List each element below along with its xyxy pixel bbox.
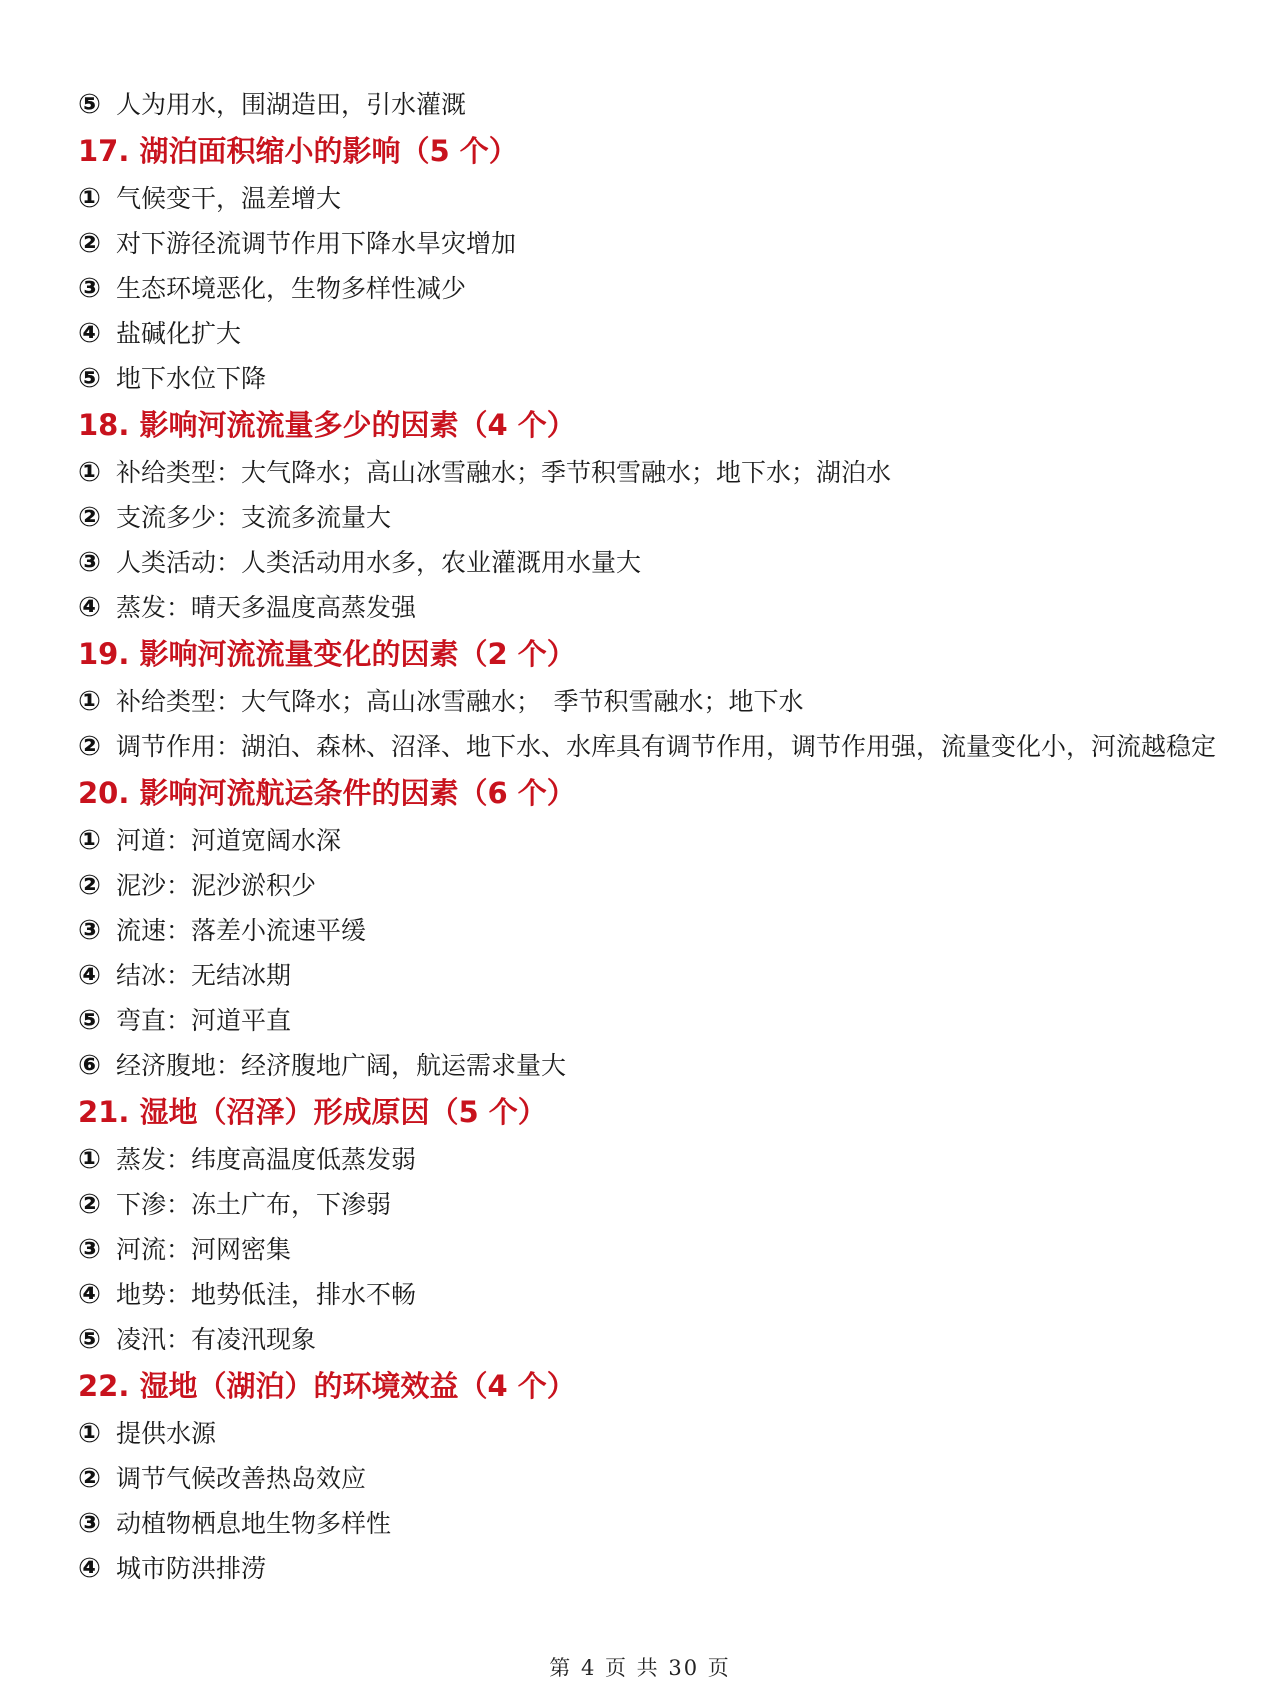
- list-item: [78, 585, 1218, 630]
- list-marker: ①: [78, 686, 101, 717]
- list-item-text: 凌汛：有凌汛现象: [116, 1325, 317, 1354]
- list-item: [78, 495, 1218, 540]
- list-marker: ②: [78, 731, 101, 762]
- list-marker: ①: [78, 1144, 101, 1175]
- list-item: [78, 356, 1218, 401]
- section-heading-19: 19. 影响河流流量变化的因素（2 个）: [78, 637, 576, 671]
- list-item-text: 动植物栖息地生物多样性: [116, 1509, 392, 1538]
- list-item: [78, 1227, 1218, 1272]
- list-marker: ①: [78, 183, 101, 214]
- list-item: [78, 1546, 1218, 1591]
- list-item-text: 河道：河道宽阔水深: [116, 826, 342, 855]
- list-item: [78, 82, 1218, 127]
- list-item-text: 泥沙：泥沙淤积少: [116, 871, 317, 900]
- list-marker: ①: [78, 457, 101, 488]
- list-item-text: 河流：河网密集: [116, 1235, 292, 1264]
- list-marker: ①: [78, 1418, 101, 1449]
- list-marker: ⑤: [78, 1005, 101, 1036]
- section-heading-20: 20. 影响河流航运条件的因素（6 个）: [78, 776, 576, 810]
- list-item: [78, 1137, 1218, 1182]
- list-marker: ⑥: [78, 1050, 101, 1081]
- list-item-text: 下渗：冻土广布，下渗弱: [116, 1190, 392, 1219]
- list-item-text: 调节作用：湖泊、森林、沼泽、地下水、水库具有调节作用，调节作用强，流量变化小，河流越稳定: [116, 732, 1217, 761]
- list-marker: ④: [78, 318, 101, 349]
- list-item: [78, 1411, 1218, 1456]
- list-item-text: 人为用水，围湖造田，引水灌溉: [116, 90, 467, 119]
- list-marker: ③: [78, 1234, 101, 1265]
- list-item-text: 地势：地势低洼，排水不畅: [116, 1280, 417, 1309]
- list-item: [78, 998, 1218, 1043]
- list-marker: ④: [78, 1553, 101, 1584]
- list-item: [78, 1317, 1218, 1362]
- list-marker: ③: [78, 1508, 101, 1539]
- list-marker: ④: [78, 592, 101, 623]
- list-marker: ②: [78, 870, 101, 901]
- list-item: [78, 724, 1218, 769]
- list-item-text: 调节气候改善热岛效应: [116, 1464, 367, 1493]
- list-marker: ④: [78, 960, 101, 991]
- section-heading-21: 21. 湿地（沼泽）形成原因（5 个）: [78, 1095, 547, 1129]
- list-item-text: 提供水源: [116, 1419, 217, 1448]
- list-item-text: 人类活动：人类活动用水多，农业灌溉用水量大: [116, 548, 642, 577]
- list-item: [78, 450, 1218, 495]
- list-item-text: 生态环境恶化，生物多样性减少: [116, 274, 467, 303]
- list-item: [78, 818, 1218, 863]
- document-page: [78, 82, 1218, 1591]
- list-marker: ⑤: [78, 1324, 101, 1355]
- section-heading-17: 17. 湖泊面积缩小的影响（5 个）: [78, 134, 518, 168]
- list-marker: ②: [78, 228, 101, 259]
- list-item: [78, 1182, 1218, 1227]
- list-item: [78, 221, 1218, 266]
- list-item: [78, 1043, 1218, 1088]
- list-item: [78, 311, 1218, 356]
- list-marker: ②: [78, 1189, 101, 1220]
- list-item-text: 对下游径流调节作用下降水旱灾增加: [116, 229, 517, 258]
- list-item: [78, 679, 1218, 724]
- list-item: [78, 1272, 1218, 1317]
- list-item: [78, 1501, 1218, 1546]
- list-marker: ③: [78, 915, 101, 946]
- list-marker: ⑤: [78, 363, 101, 394]
- list-item-text: 蒸发：晴天多温度高蒸发强: [116, 593, 417, 622]
- list-marker: ③: [78, 547, 101, 578]
- list-item-text: 结冰：无结冰期: [116, 961, 292, 990]
- list-item: [78, 266, 1218, 311]
- list-item-text: 经济腹地：经济腹地广阔，航运需求量大: [116, 1051, 567, 1080]
- list-item-text: 城市防洪排涝: [116, 1554, 267, 1583]
- list-item-text: 补给类型：大气降水；高山冰雪融水； 季节积雪融水；地下水: [116, 687, 804, 716]
- list-item: [78, 1456, 1218, 1501]
- list-item: [78, 863, 1218, 908]
- list-marker: ④: [78, 1279, 101, 1310]
- list-item-text: 气候变干，温差增大: [116, 184, 342, 213]
- list-marker: ⑤: [78, 89, 101, 120]
- list-item: [78, 176, 1218, 221]
- list-item: [78, 540, 1218, 585]
- list-marker: ②: [78, 1463, 101, 1494]
- list-item: [78, 908, 1218, 953]
- list-marker: ②: [78, 502, 101, 533]
- list-item-text: 盐碱化扩大: [116, 319, 242, 348]
- page-footer: 第 4 页 共 30 页: [549, 1656, 731, 1680]
- list-item-text: 支流多少：支流多流量大: [116, 503, 392, 532]
- list-item-text: 补给类型：大气降水；高山冰雪融水；季节积雪融水；地下水；湖泊水: [116, 458, 892, 487]
- list-item-text: 地下水位下降: [116, 364, 267, 393]
- section-heading-18: 18. 影响河流流量多少的因素（4 个）: [78, 408, 576, 442]
- list-marker: ③: [78, 273, 101, 304]
- list-item-text: 弯直：河道平直: [116, 1006, 292, 1035]
- list-item-text: 流速：落差小流速平缓: [116, 916, 367, 945]
- section-heading-22: 22. 湿地（湖泊）的环境效益（4 个）: [78, 1369, 576, 1403]
- list-item: [78, 953, 1218, 998]
- list-marker: ①: [78, 825, 101, 856]
- list-item-text: 蒸发：纬度高温度低蒸发弱: [116, 1145, 417, 1174]
